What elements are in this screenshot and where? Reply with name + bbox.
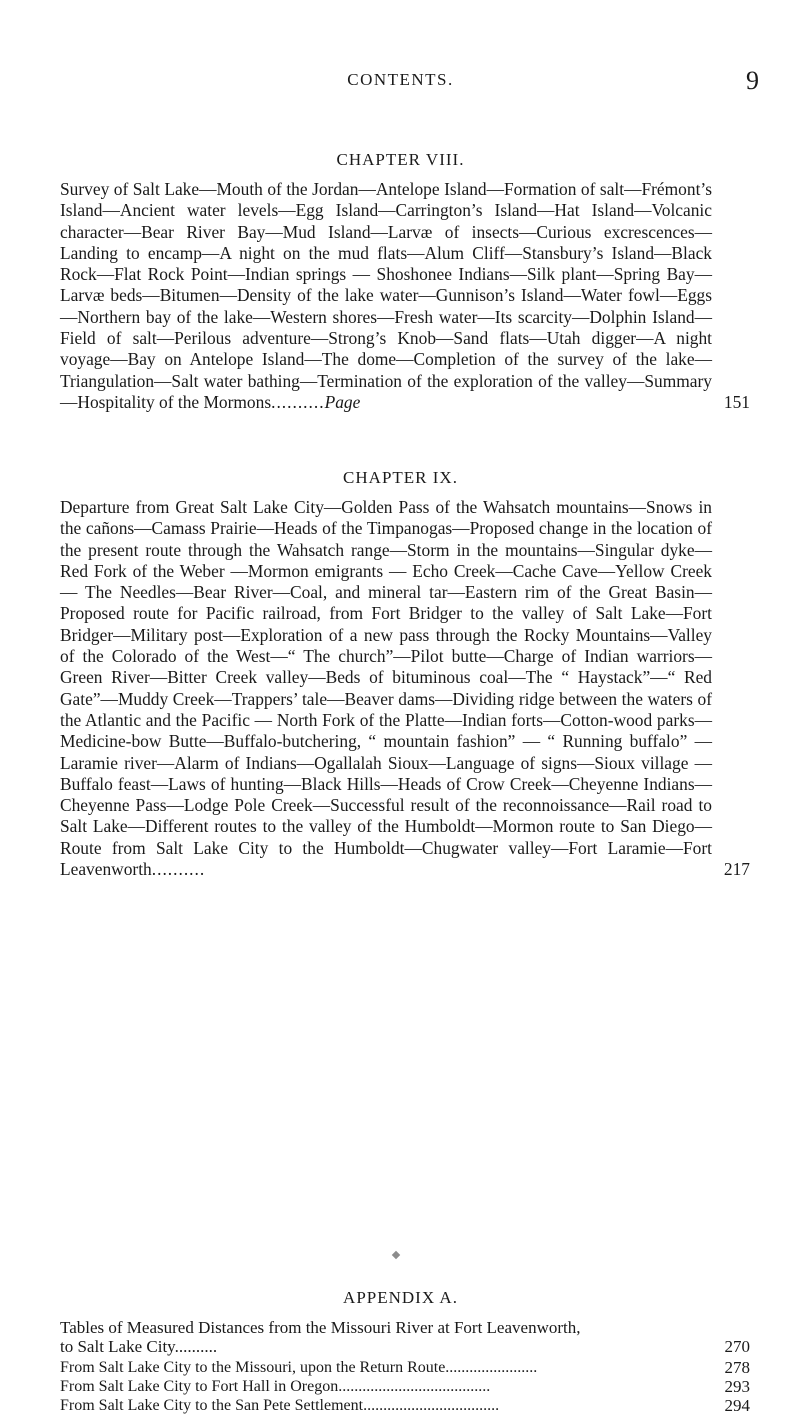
appendix-entry-page: 270 — [724, 1337, 750, 1356]
chapter-9-summary — [60, 497, 750, 880]
appendix-entry-title: Tables of Measured Distances from the Missouri River at Fort Leavenworth, — [60, 1318, 581, 1337]
appendix-heading: APPENDIX A. — [343, 1288, 458, 1307]
appendix-entry-label: From Salt Lake City to the Missouri, upon the Return Route....................... — [60, 1359, 538, 1376]
running-title: CONTENTS. — [347, 70, 454, 89]
running-header — [0, 66, 801, 96]
appendix-entry-page: 293 — [724, 1377, 750, 1396]
appendix-list — [60, 1318, 750, 1415]
chapter-8-heading: CHAPTER VIII. — [336, 150, 465, 169]
appendix-entry-label: From Salt Lake City to Fort Hall in Oregon...................................... — [60, 1378, 491, 1395]
chapter-8-summary-text: Survey of Salt Lake—Mouth of the Jordan—Antelope Island—Formation of salt—Frémont’s Island—Ancient water levels—Egg Island—Carrington’s Island—Hat Island—Volcanic character—Bear River Bay—Mud Island—Larvæ of insects—Curious excrescences—Landing to encamp—A night on the mud flats—Alum Cliff—Stansbury’s Island—Black Rock—Flat Rock Point—Indian springs — Shoshonee Indians—Silk plant—Spring Bay—Larvæ beds—Bitumen—Density of the lake water—Gunnison’s Island—Water fowl—Eggs—Northern bay of the lake—Western shores—Fresh water—Its scarcity—Dolphin Island—Field of salt—Perilous adventure—Strong’s Knob—Sand flats—Utah digger—A night voyage—Bay on Antelope Island—The dome—Completion of the survey of the lake—Triangulation—Salt water bathing—Termination of the exploration of the valley—Summary—Hospitality of the Mormons — [60, 179, 712, 412]
appendix-entry — [60, 1318, 750, 1358]
appendix-entry-title-cont: to Salt Lake City.......... — [60, 1337, 218, 1356]
chapter-8-leader: .......... — [271, 391, 325, 412]
chapter-9-summary-text: Departure from Great Salt Lake City—Golden Pass of the Wahsatch mountains—Snows in the cañons—Camass Prairie—Heads of the Timpanogas—Proposed change in the location of the present route through the Wahsatch range—Storm in the mountains—Singular dyke—Red Fork of the Weber —Mormon emigrants — Echo Creek—Cache Cave—Yellow Creek — The Needles—Bear River—Coal, and mineral tar—Eastern rim of the Great Basin—Proposed route for Pacific railroad, from Fort Bridger to the valley of Salt Lake—Fort Bridger—Military post—Exploration of a new pass through the Rocky Mountains—Valley of the Colorado of the West—“ The church”—Pilot butte—Charge of Indian warriors—Green River—Bitter Creek valley—Beds of bituminous coal—The “ Haystack”—“ Red Gate”—Muddy Creek—Trappers’ tale—Beaver dams—Dividing ridge between the waters of the Atlantic and the Pacific — North Fork of the Platte—Indian forts—Cotton-wood parks—Medicine-bow Butte—Buffalo-butchering, “ mountain fashion” — “ Running buffalo” — Laramie river—Alarm of Indians—Ogallalah Sioux—Language of signs—Sioux village — Buffalo feast—Laws of hunting—Black Hills—Heads of Crow Creek—Cheyenne Indians—Cheyenne Pass—Lodge Pole Creek—Successful result of the reconnoissance—Rail road to Salt Lake—Different routes to the valley of the Humboldt—Mormon route to San Diego—Route from Salt Lake City to the Humboldt—Chugwater valley—Fort Laramie—Fort Leavenworth — [60, 497, 712, 880]
appendix-entry-label: From Salt Lake City to the San Pete Settlement.................................. — [60, 1397, 500, 1414]
appendix-entry — [60, 1396, 750, 1415]
page-number: 9 — [746, 66, 759, 95]
appendix-entry-page: 294 — [724, 1396, 750, 1415]
ornament-diamond — [392, 1251, 400, 1259]
chapter-8-summary — [60, 179, 750, 413]
appendix-entry — [60, 1358, 750, 1377]
chapter-9-leader: .......... — [151, 859, 206, 880]
chapter-8-page-ref: 151 — [723, 391, 750, 412]
chapter-8-page-label: Page — [324, 391, 361, 412]
appendix-entry-page: 278 — [724, 1358, 750, 1377]
appendix-entry — [60, 1377, 750, 1396]
chapter-9-page-ref: 217 — [723, 859, 750, 880]
chapter-9-heading: CHAPTER IX. — [343, 468, 458, 487]
